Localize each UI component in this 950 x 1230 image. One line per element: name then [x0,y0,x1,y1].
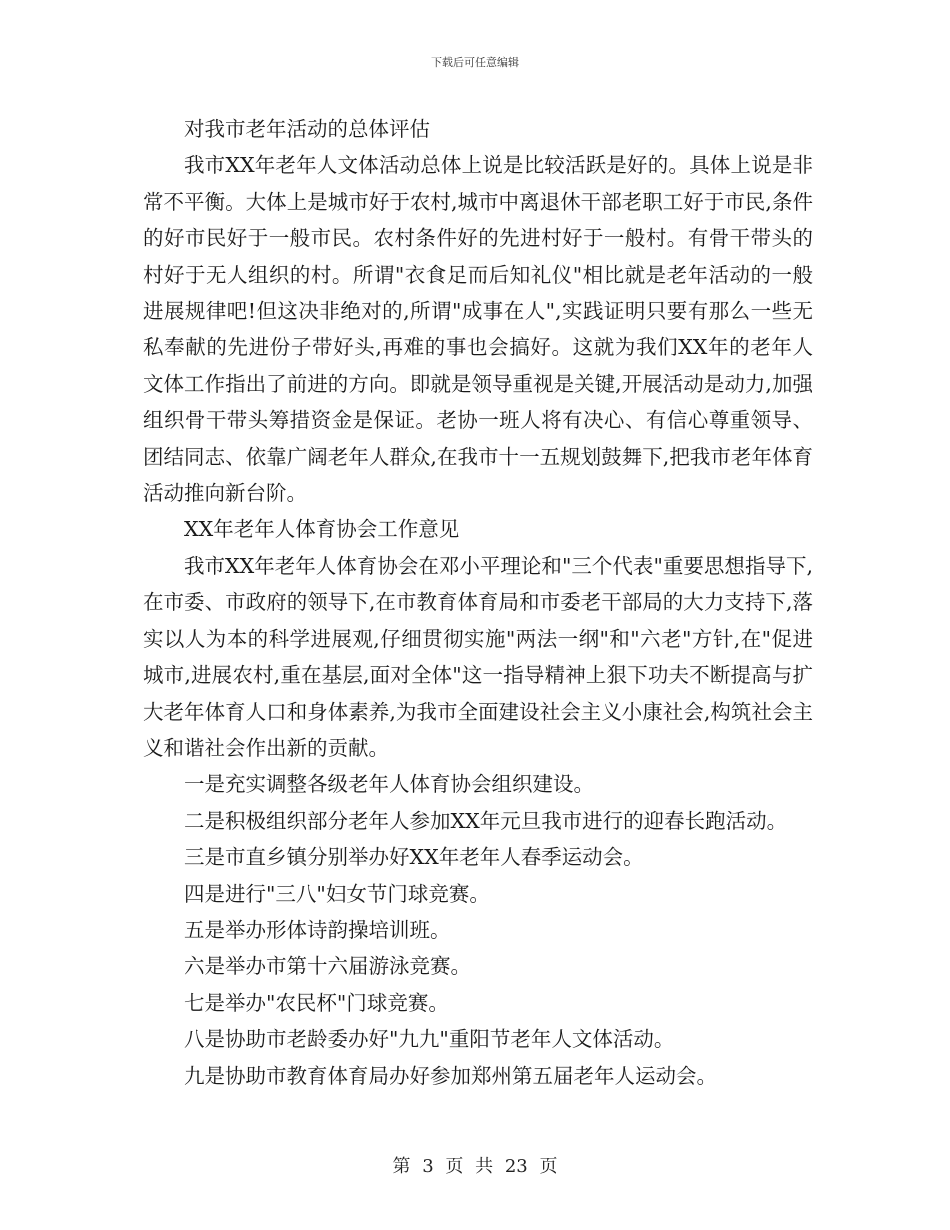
paragraph-work-opinion-body: 我市XX年老年人体育协会在邓小平理论和"三个代表"重要思想指导下,在市委、市政府的领导下,在市教育体育局和市委老干部局的大力支持下,落实以人为本的科学进展观,仔细贯彻实施"两法一纲"和"六老"方针,在"促进城市,进展农村,重在基层,面对全体"这一指导精神上狠下功夫不断提高与扩大老年体育人口和身体素养,为我市全面建设社会主义小康社会,构筑社会主义和谐社会作出新的贡献。 [143,553,813,760]
list-item-6: 六是举办市第十六届游泳竞赛。 [184,954,471,979]
document-body [143,111,813,1094]
list-item-5: 五是举办形体诗韵操培训班。 [184,917,451,942]
list-item-1: 一是充实调整各级老年人体育协会组织建设。 [184,772,594,797]
section-title-evaluation: 对我市老年活动的总体评估 [184,117,430,141]
list-item-4: 四是进行"三八"妇女节门球竞赛。 [184,881,490,906]
list-item-3: 三是市直乡镇分别举办好XX年老年人春季运动会。 [184,845,644,870]
paragraph-evaluation-body: 我市XX年老年人文体活动总体上说是比较活跃是好的。具体上说是非常不平衡。大体上是城市好于农村,城市中离退休干部老职工好于市民,条件的好市民好于一般市民。农村条件好的先进村好于一般村。有骨干带头的村好于无人组织的村。所谓"衣食足而后知礼仪"相比就是老年活动的一般进展规律吧!但这决非绝对的,所谓"成事在人",实践证明只要有那么一些无私奉献的先进份子带好头,再难的事也会搞好。这就为我们XX年的老年人文体工作指出了前进的方向。即就是领导重视是关键,开展活动是动力,加强组织骨干带头筹措资金是保证。老协一班人将有决心、有信心尊重领导、团结同志、依靠广阔老年人群众,在我市十一五规划鼓舞下,把我市老年体育活动推向新台阶。 [143,153,813,506]
list-item-2: 二是积极组织部分老年人参加XX年元旦我市进行的迎春长跑活动。 [184,808,788,833]
page-header: 下载后可任意编辑 [431,56,519,69]
section-title-work-opinion: XX年老年人体育协会工作意见 [184,517,460,542]
list-item-8: 八是协助市老龄委办好"九九"重阳节老年人文体活动。 [184,1027,675,1052]
list-item-7: 七是举办"农民杯"门球竞赛。 [184,990,449,1015]
page-footer: 第 3 页 共 23 页 [392,1156,558,1177]
list-item-9: 九是协助市教育体育局办好参加郑州第五届老年人运动会。 [184,1063,717,1088]
